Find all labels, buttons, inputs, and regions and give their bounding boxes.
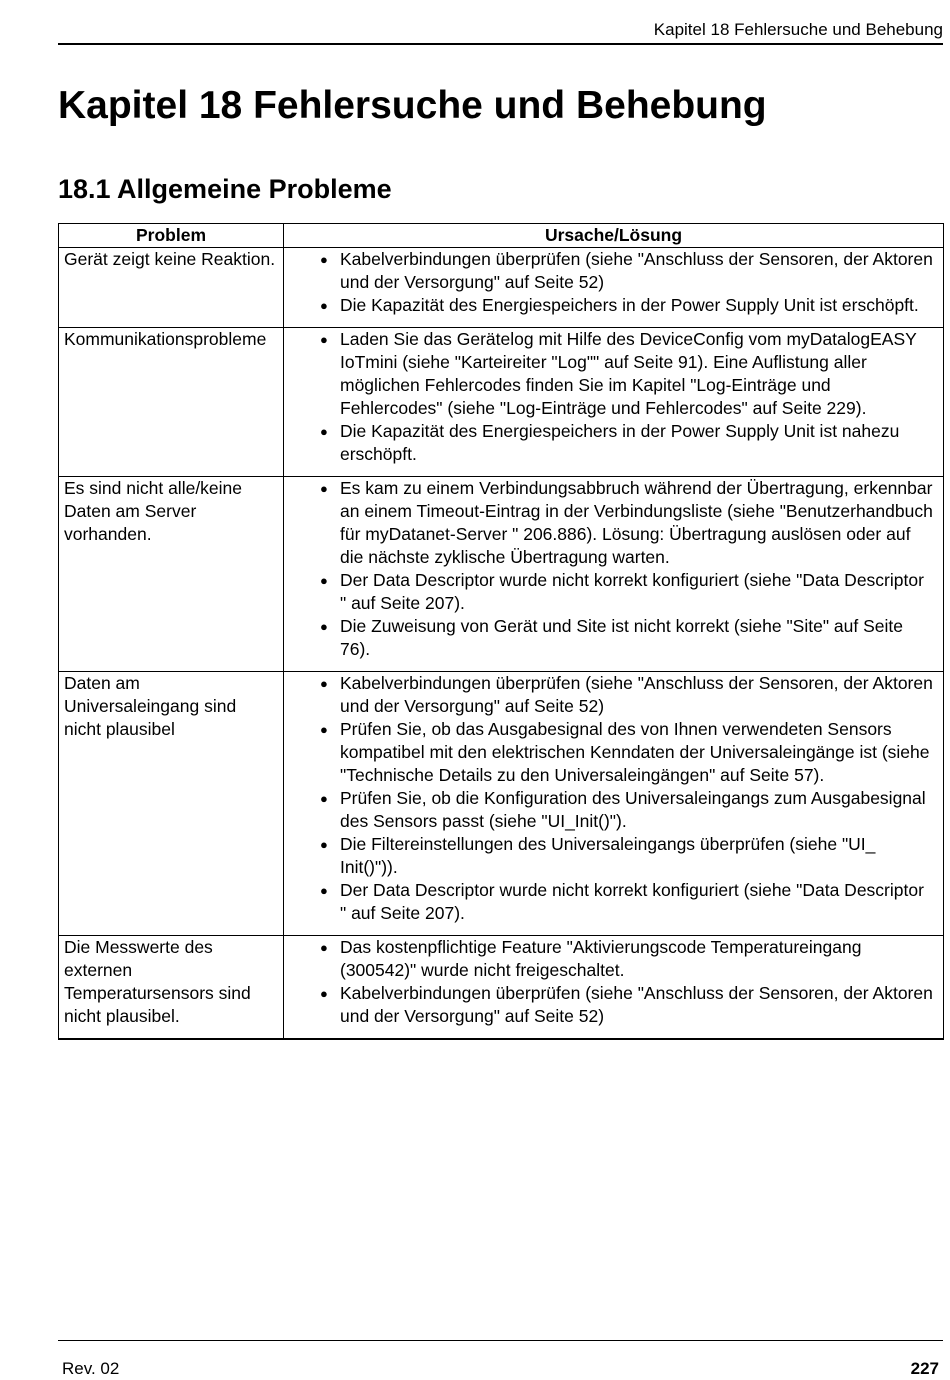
cause-list-item — [284, 328, 938, 420]
problems-table — [58, 223, 944, 1040]
page-number: 227 — [910, 1359, 939, 1378]
bullet-icon: ● — [320, 676, 328, 691]
running-footer — [58, 1340, 943, 1380]
cause-text: Laden Sie das Gerätelog mit Hilfe des DeviceConfig vom myDatalogEASY IoTmini (siehe "Karteireiter "Log"" auf Seite 91). Eine Auflistung aller möglichen Fehlercodes finden Sie im Kapitel "Log-Einträge und Fehlercodes" (siehe "Log-Einträge und Fehlercodes" auf Seite 229). — [340, 329, 917, 418]
running-header — [58, 20, 943, 45]
bullet-icon: ● — [320, 619, 328, 634]
cause-list — [284, 936, 938, 1028]
revision-label: Rev. 02 — [62, 1359, 120, 1378]
table-row — [59, 328, 944, 477]
cause-list-item — [284, 420, 938, 466]
column-header-cause: Ursache/Lösung — [284, 224, 944, 248]
cause-text: Der Data Descriptor wurde nicht korrekt konfiguriert (siehe "Data Descriptor " auf Seite 207). — [340, 880, 924, 923]
table-row — [59, 248, 944, 328]
cause-text: Das kostenpflichtige Feature "Aktivierungscode Temperatureingang (300542)" wurde nicht freigeschaltet. — [340, 937, 862, 980]
cause-text: Es kam zu einem Verbindungsabbruch während der Übertragung, erkennbar an einem Timeout-Eintrag in der Verbindungsliste (siehe "Benutzerhandbuch für myDatanet-Server " 206.886). Lösung: Übertragung auslösen oder auf die nächste zyklische Übertragung warten. — [340, 478, 933, 567]
cause-list-item — [284, 294, 938, 317]
cause-list-item — [284, 982, 938, 1028]
cause-cell — [284, 477, 944, 672]
cause-text: Die Kapazität des Energiespeichers in der Power Supply Unit ist nahezu erschöpft. — [340, 421, 900, 464]
problem-cell: Gerät zeigt keine Reaktion. — [59, 248, 284, 328]
cause-text: Prüfen Sie, ob das Ausgabesignal des von Ihnen verwendeten Sensors kompatibel mit den elektrischen Kenndaten der Universaleingänge ist (siehe "Technische Details zu den Universaleingängen" auf Seite 57). — [340, 719, 930, 785]
cause-text: Die Kapazität des Energiespeichers in der Power Supply Unit ist erschöpft. — [340, 295, 919, 315]
cause-text: Kabelverbindungen überprüfen (siehe "Anschluss der Sensoren, der Aktoren und der Versorgung" auf Seite 52) — [340, 249, 933, 292]
cause-list-item — [284, 787, 938, 833]
bullet-icon: ● — [320, 986, 328, 1001]
bullet-icon: ● — [320, 298, 328, 313]
cause-cell — [284, 672, 944, 936]
cause-list — [284, 328, 938, 466]
running-header-title: Kapitel 18 Fehlersuche und Behebung — [653, 20, 943, 39]
cause-text: Kabelverbindungen überprüfen (siehe "Anschluss der Sensoren, der Aktoren und der Versorgung" auf Seite 52) — [340, 673, 933, 716]
column-header-problem: Problem — [59, 224, 284, 248]
problem-cell: Kommunikationsprobleme — [59, 328, 284, 477]
bullet-icon: ● — [320, 332, 328, 347]
cause-cell — [284, 328, 944, 477]
bullet-icon: ● — [320, 722, 328, 737]
bullet-icon: ● — [320, 940, 328, 955]
problem-cell: Daten am Universaleingang sind nicht plausibel — [59, 672, 284, 936]
bullet-icon: ● — [320, 883, 328, 898]
cause-list-item — [284, 879, 938, 925]
chapter-title: Kapitel 18 Fehlersuche und Behebung — [58, 84, 767, 127]
cause-text: Kabelverbindungen überprüfen (siehe "Anschluss der Sensoren, der Aktoren und der Versorgung" auf Seite 52) — [340, 983, 933, 1026]
cause-text: Der Data Descriptor wurde nicht korrekt konfiguriert (siehe "Data Descriptor " auf Seite 207). — [340, 570, 924, 613]
bullet-icon: ● — [320, 573, 328, 588]
bullet-icon: ● — [320, 481, 328, 496]
cause-list-item — [284, 248, 938, 294]
cause-cell — [284, 248, 944, 328]
cause-list-item — [284, 477, 938, 569]
table-row — [59, 672, 944, 936]
bullet-icon: ● — [320, 837, 328, 852]
table-body — [59, 248, 944, 1040]
table-row — [59, 936, 944, 1040]
cause-list-item — [284, 833, 938, 879]
bullet-icon: ● — [320, 424, 328, 439]
cause-list-item — [284, 615, 938, 661]
section-title: 18.1 Allgemeine Probleme — [58, 174, 392, 204]
bullet-icon: ● — [320, 252, 328, 267]
cause-text: Prüfen Sie, ob die Konfiguration des Universaleingangs zum Ausgabesignal des Sensors passt (siehe "UI_Init()"). — [340, 788, 926, 831]
problem-cell: Die Messwerte des externen Temperatursensors sind nicht plausibel. — [59, 936, 284, 1040]
table-header-row — [59, 224, 944, 248]
cause-text: Die Filtereinstellungen des Universaleingangs überprüfen (siehe "UI_ Init()")). — [340, 834, 876, 877]
cause-list — [284, 248, 938, 317]
cause-list-item — [284, 936, 938, 982]
table-row — [59, 477, 944, 672]
bullet-icon: ● — [320, 791, 328, 806]
cause-list-item — [284, 718, 938, 787]
cause-list-item — [284, 672, 938, 718]
cause-text: Die Zuweisung von Gerät und Site ist nicht korrekt (siehe "Site" auf Seite 76). — [340, 616, 903, 659]
problem-cell: Es sind nicht alle/keine Daten am Server vorhanden. — [59, 477, 284, 672]
cause-list — [284, 672, 938, 925]
cause-cell — [284, 936, 944, 1040]
cause-list — [284, 477, 938, 661]
cause-list-item — [284, 569, 938, 615]
